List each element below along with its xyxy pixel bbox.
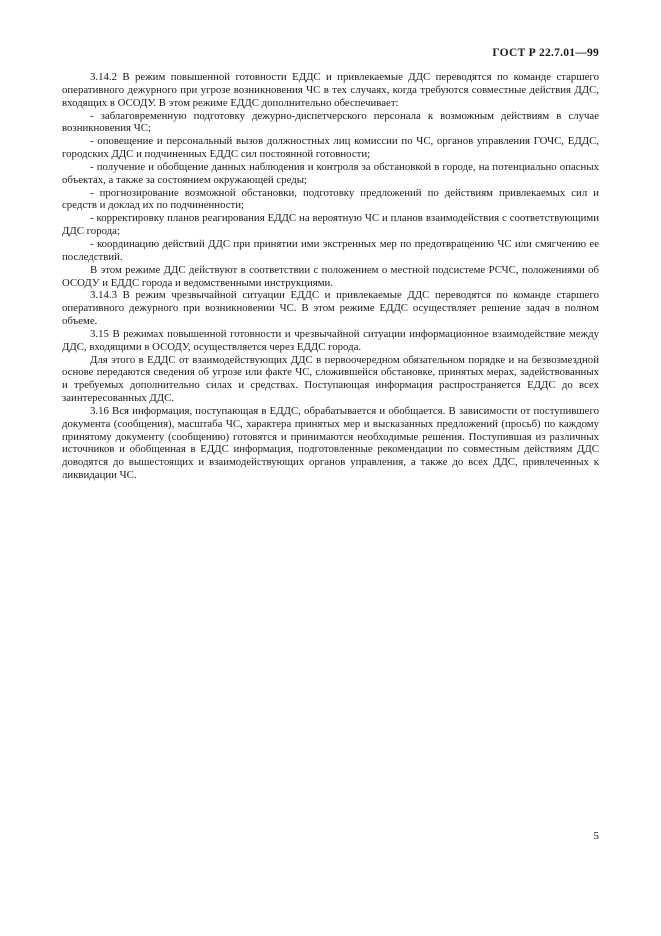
paragraph-3-15: 3.15 В режимах повышенной готовности и чрезвычайной ситуации информационное взаимодействие между ДДС, входящими в ОСОДУ, осуществляется через ЕДДС города. (62, 327, 599, 353)
standard-code-header: ГОСТ Р 22.7.01—99 (492, 46, 599, 59)
list-item: - получение и обобщение данных наблюдения и контроля за обстановкой в городе, на потенциально опасных объектах, а также за состоянием окружающей среды; (62, 160, 599, 186)
paragraph-3-14-3: 3.14.3 В режим чрезвычайной ситуации ЕДДС и привлекаемые ДДС переводятся по команде старшего оперативного дежурного при возникновении ЧС. В этом режиме ЕДДС осуществляет решение задач в полном объеме. (62, 289, 599, 328)
paragraph-dds-mode: В этом режиме ДДС действуют в соответствии с положением о местной подсистеме РСЧС, положениями об ОСОДУ и ЕДДС города и ведомственными инструкциями. (62, 263, 599, 289)
list-item: - заблаговременную подготовку дежурно-диспетчерского персонала к возможным действиям в случае возникновения ЧС; (62, 109, 599, 135)
paragraph-3-16: 3.16 Вся информация, поступающая в ЕДДС, обрабатывается и обобщается. В зависимости от поступившего документа (сообщения), масштаба ЧС, характера принятых мер и высказанных предложений (просьб) по каждому принятому документу (сообщению) готовятся и принимаются необходимые решения. Поступившая из различных источников и обобщенная в ЕДДС информация, подготовленные рекомендации по совместным действиям ДДС доводятся до вышестоящих и взаимодействующих органов управления, а также до всех ДДС, привлеченных к ликвидации ЧС. (62, 404, 599, 482)
list-item: - прогнозирование возможной обстановки, подготовку предложений по действиям привлекаемых сил и средств и доклад их по подчиненности; (62, 186, 599, 212)
list-item: - координацию действий ДДС при принятии ими экстренных мер по предотвращению ЧС или смягчению ее последствий. (62, 237, 599, 263)
list-item: - оповещение и персональный вызов должностных лиц комиссии по ЧС, органов управления ГОЧС, ЕДДС, городских ДДС и подчиненных ЕДДС сил постоянной готовности; (62, 135, 599, 161)
page-number: 5 (593, 830, 599, 842)
paragraph-3-14-2: 3.14.2 В режим повышенной готовности ЕДДС и привлекаемые ДДС переводятся по команде старшего оперативного дежурного при угрозе возникновения ЧС в тех случаях, когда требуются совместные действия ДДС, входящих в ОСОДУ. В этом режиме ЕДДС дополнительно обеспечивает: (62, 71, 599, 109)
paragraph-info-exchange: Для этого в ЕДДС от взаимодействующих ДДС в первоочередном обязательном порядке и на безвозмездной основе передаются сведения об угрозе или факте ЧС, сложившейся обстановке, принятых мерах, задействованных и требуемых дополнительно силах и средствах. Поступающая информация распространяется ЕДДС до всех заинтересованных ДДС. (62, 353, 599, 405)
list-item: - корректировку планов реагирования ЕДДС на вероятную ЧС и планов взаимодействия с соответствующими ДДС города; (62, 212, 599, 238)
document-body (62, 71, 599, 482)
